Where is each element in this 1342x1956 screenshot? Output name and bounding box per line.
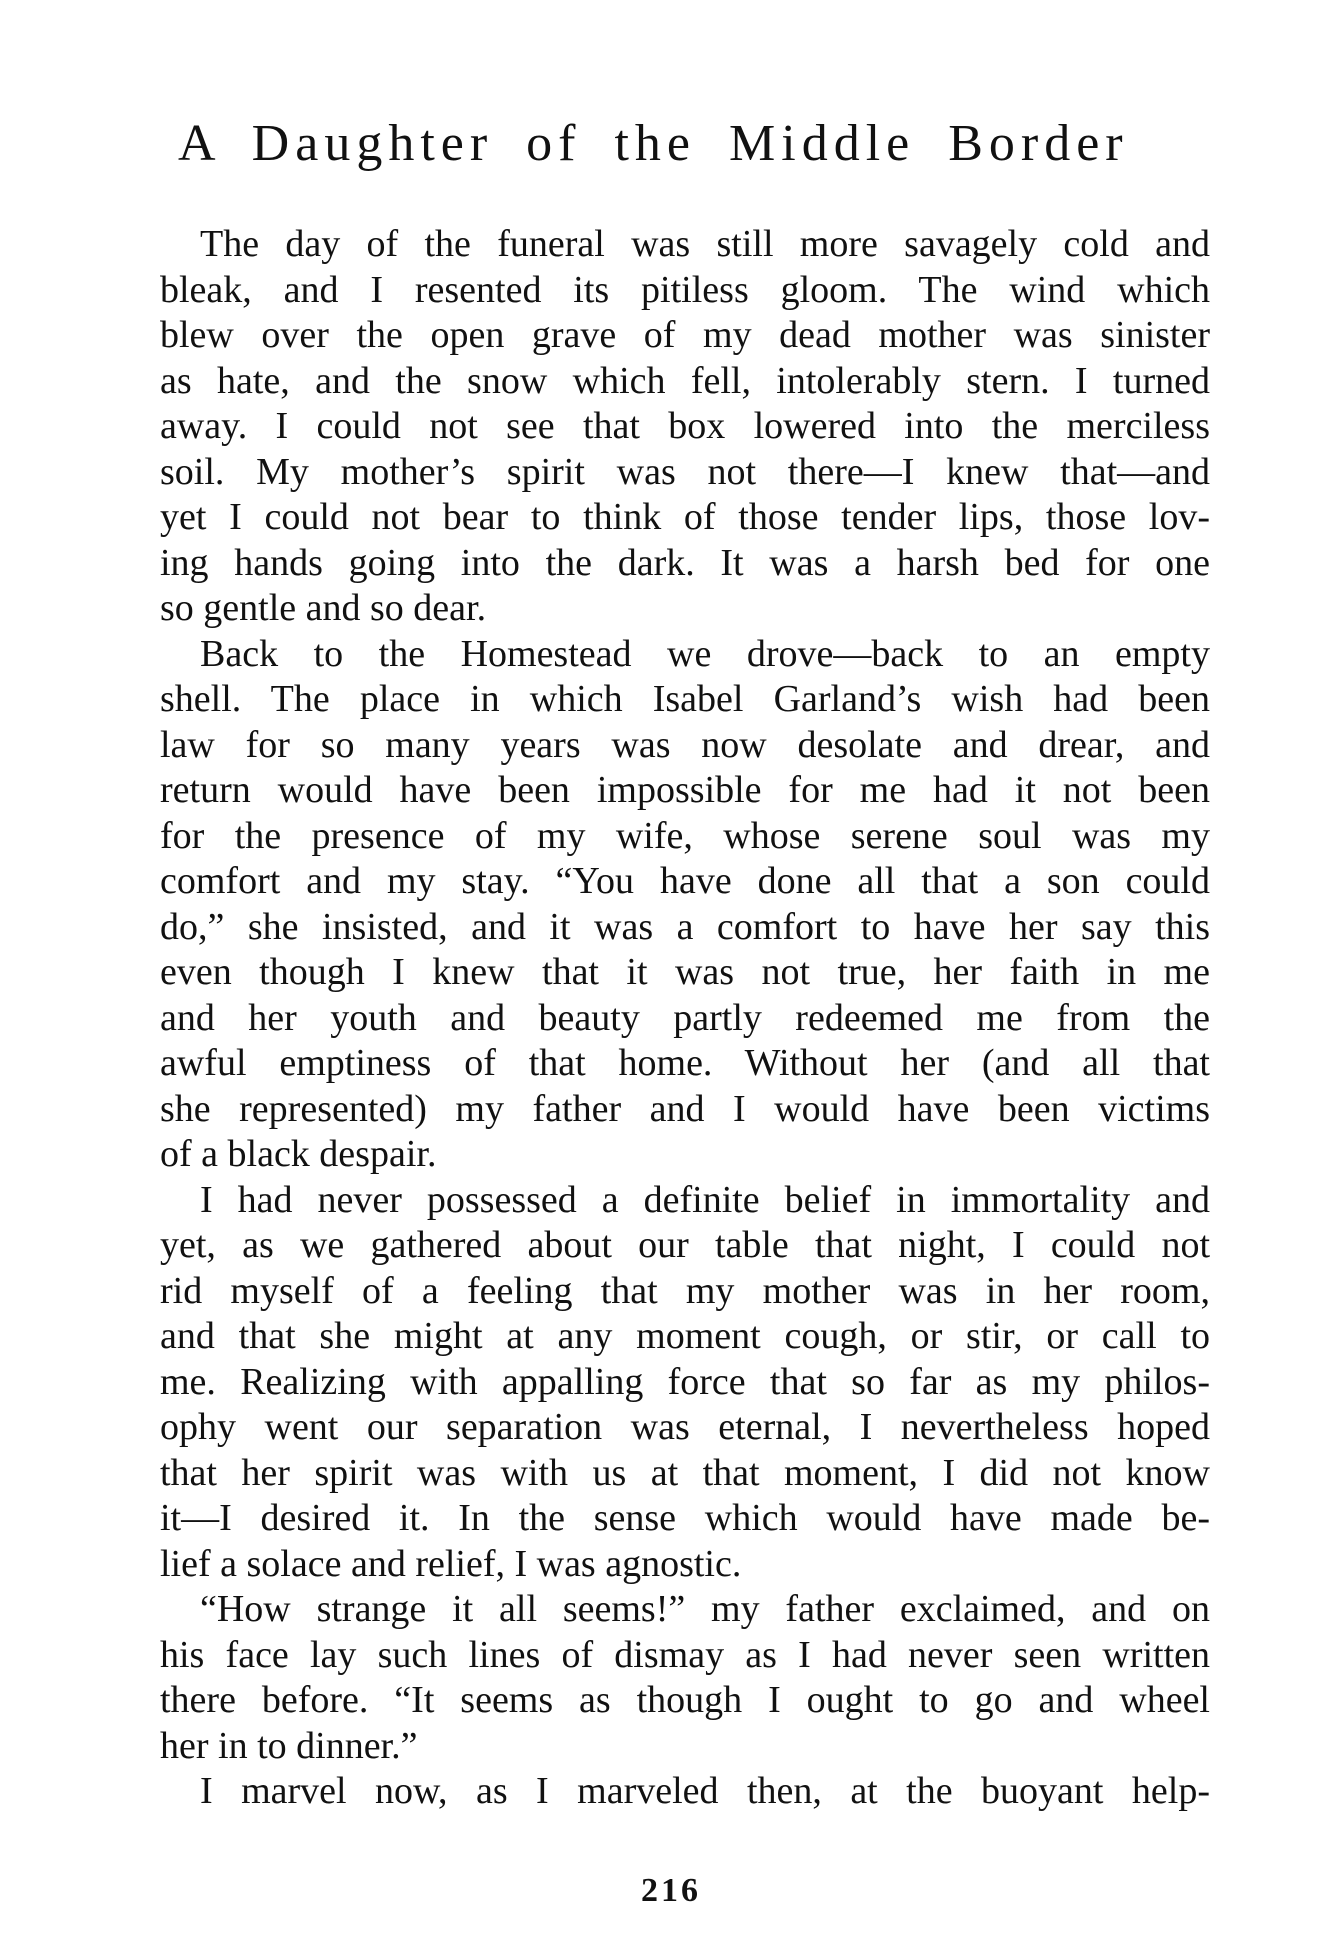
text-line: return would have been impossible for me had it not been [160,769,1210,811]
text-line: “How strange it all seems!” my father exclaimed, and on [200,1588,1210,1630]
paragraph-1 [160,222,1210,632]
text-line: bleak, and I resented its pitiless gloom. The wind which [160,268,1210,311]
text-line: so gentle and so dear. [160,587,487,629]
text-line: rid myself of a feeling that my mother was in her room, [160,1269,1210,1312]
text-line: even though I knew that it was not true, her faith in me [160,951,1210,993]
text-line: and that she might at any moment cough, or stir, or call to [160,1315,1210,1357]
text-line: blew over the open grave of my dead mother was sinister [160,314,1210,356]
text-line: comfort and my stay. “You have done all that a son could [160,860,1210,902]
text-line: she represented) my father and I would have been victims [160,1087,1210,1130]
text-line: me. Realizing with appalling force that so far as my philos- [160,1360,1210,1403]
text-line: his face lay such lines of dismay as I had never seen written [160,1633,1210,1676]
text-line: as hate, and the snow which fell, intolerably stern. I turned [160,359,1210,402]
text-line: there before. “It seems as though I ought to go and wheel [160,1679,1210,1721]
text-line: yet, as we gathered about our table that night, I could not [160,1224,1210,1266]
text-line: law for so many years was now desolate and drear, and [160,723,1210,766]
text-line: shell. The place in which Isabel Garland’s wish had been [160,678,1210,720]
text-line: ing hands going into the dark. It was a harsh bed for one [160,541,1210,584]
text-line: and her youth and beauty partly redeemed me from the [160,996,1210,1039]
paragraph-2 [160,632,1210,1178]
text-line: I marvel now, as I marveled then, at the buoyant help- [200,1770,1210,1812]
paragraph-5 [160,1769,1210,1815]
text-line: Back to the Homestead we drove—back to an empty [200,632,1210,675]
running-head: A Daughter of the Middle Border [178,115,1129,172]
text-line: awful emptiness of that home. Without her (and all that [160,1042,1210,1084]
text-line: it—I desired it. In the sense which would have made be- [160,1497,1210,1539]
text-line: that her spirit was with us at that moment, I did not know [160,1451,1210,1494]
body-text [160,222,1210,1815]
text-line: lief a solace and relief, I was agnostic. [160,1542,742,1585]
paragraph-4 [160,1587,1210,1769]
text-line: her in to dinner.” [160,1724,418,1767]
text-line: I had never possessed a definite belief in immortality and [200,1178,1210,1221]
text-line: yet I could not bear to think of those tender lips, those lov- [160,496,1210,538]
paragraph-3 [160,1178,1210,1588]
text-line: ophy went our separation was eternal, I nevertheless hoped [160,1406,1210,1448]
text-line: soil. My mother’s spirit was not there—I knew that—and [160,450,1210,493]
text-line: of a black despair. [160,1133,437,1175]
text-line: The day of the funeral was still more savagely cold and [200,223,1210,265]
text-line: do,” she insisted, and it was a comfort to have her say this [160,905,1210,948]
text-line: away. I could not see that box lowered into the merciless [160,405,1210,447]
text-line: for the presence of my wife, whose serene soul was my [160,814,1210,857]
page-number: 216 [641,1872,701,1909]
